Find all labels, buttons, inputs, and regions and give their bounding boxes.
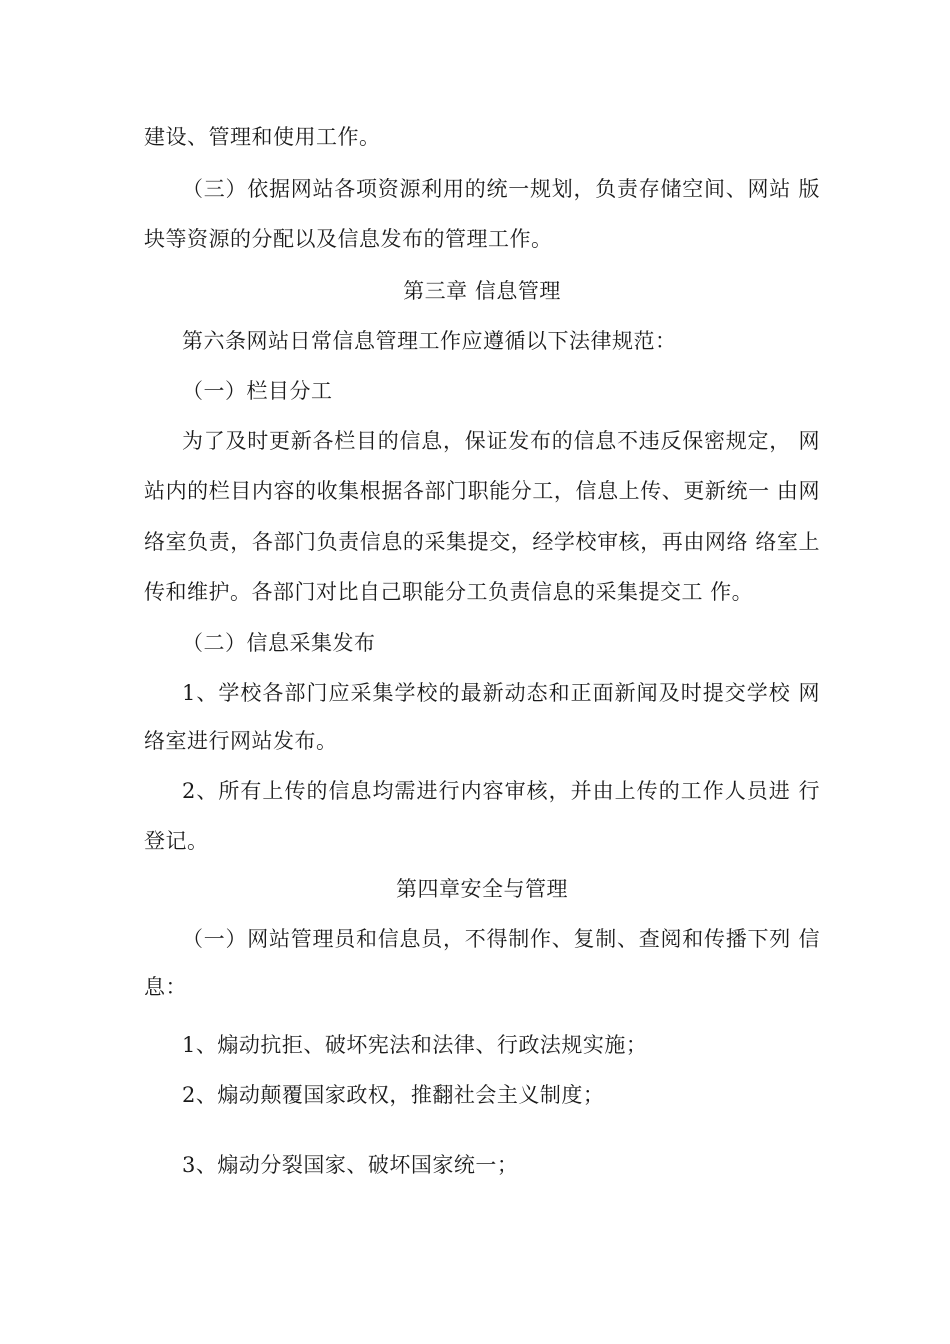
list-item-line: 3、煽动分裂国家、破坏国家统一； [182, 1153, 519, 1177]
list-item-line: 2、所有上传的信息均需进行内容审核，并由上传的工作人员进 行 [182, 779, 820, 803]
list-item-line: 登记。 [144, 829, 209, 853]
paragraph-line: （一）网站管理员和信息员，不得制作、复制、查阅和传播下列 信 [182, 927, 820, 951]
chapter-heading: 第四章安全与管理 [396, 877, 568, 901]
paragraph-line: 为了及时更新各栏目的信息，保证发布的信息不违反保密规定， 网 [182, 429, 820, 453]
list-item-line: 2、煽动颠覆国家政权，推翻社会主义制度； [182, 1083, 605, 1107]
paragraph-line: 息： [144, 975, 187, 999]
paragraph-line: 传和维护。各部门对比自己职能分工负责信息的采集提交工 作。 [144, 580, 754, 604]
list-item-line: 络室进行网站发布。 [144, 729, 338, 753]
paragraph-line: 块等资源的分配以及信息发布的管理工作。 [144, 227, 553, 251]
paragraph-line: 站内的栏目内容的收集根据各部门职能分工，信息上传、更新统一 由网 [144, 479, 820, 503]
chapter-heading: 第三章 信息管理 [403, 279, 561, 303]
paragraph-line: 建设、管理和使用工作。 [144, 125, 381, 149]
list-item-line: 1、煽动抗拒、破坏宪法和法律、行政法规实施； [182, 1033, 648, 1057]
article-heading: 第六条网站日常信息管理工作应遵循以下法律规范： [182, 329, 677, 353]
paragraph-line: 络室负责，各部门负责信息的采集提交，经学校审核，再由网络 络室上 [144, 530, 820, 554]
section-heading: （二）信息采集发布 [182, 631, 376, 655]
paragraph-line: （三）依据网站各项资源利用的统一规划，负责存储空间、网站 版 [182, 177, 820, 201]
section-heading: （一）栏目分工 [182, 379, 333, 403]
list-item-line: 1、学校各部门应采集学校的最新动态和正面新闻及时提交学校 网 [182, 681, 820, 705]
